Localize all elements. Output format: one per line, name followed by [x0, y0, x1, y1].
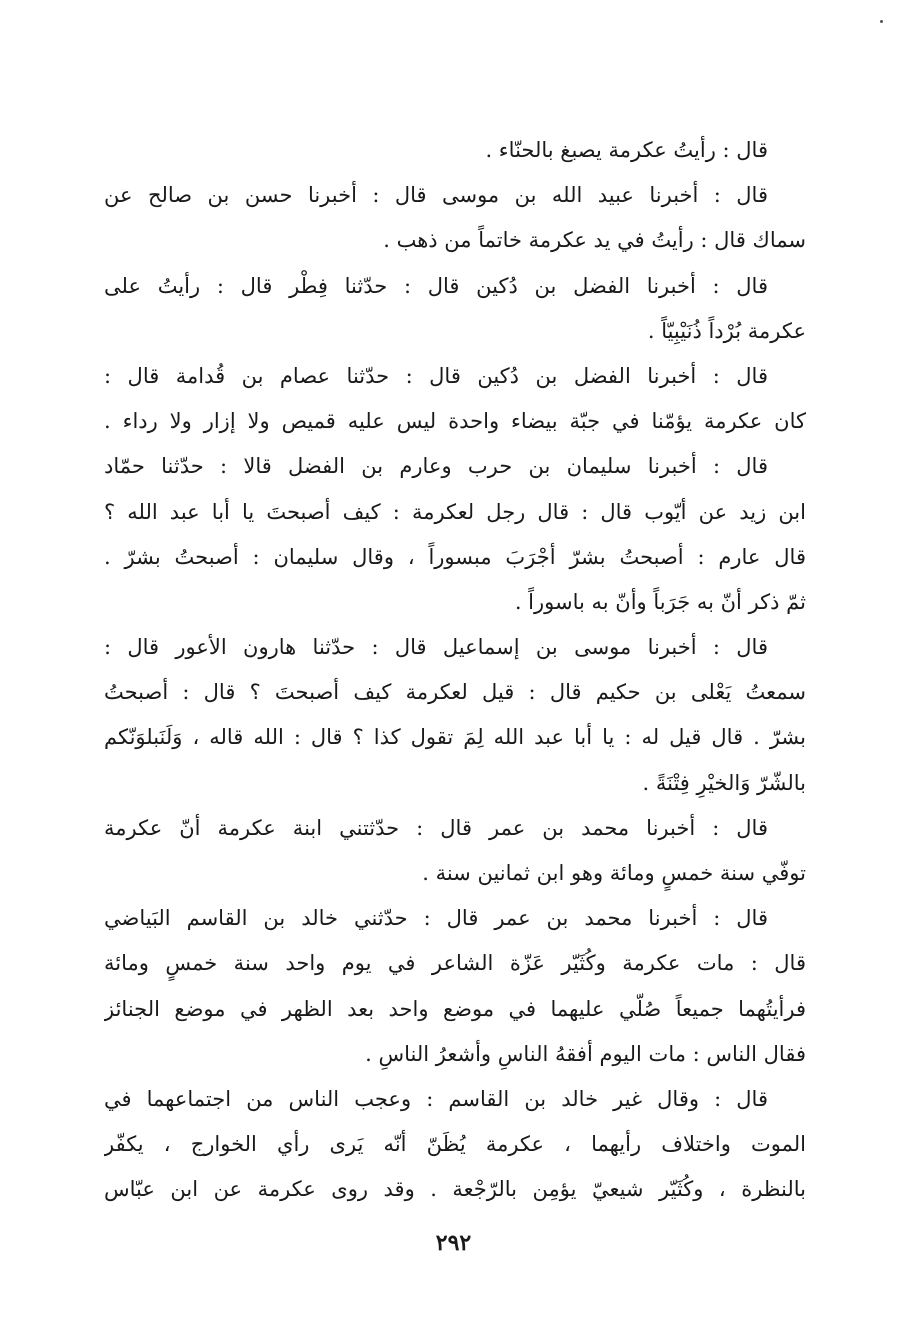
text-line: قال : أخبرنا محمد بن عمر قال : حدّثتني ابنة عكرمة أنّ عكرمة: [104, 815, 768, 840]
text-line: قال : أخبرنا الفضل بن دُكين قال : حدّثنا عصام بن قُدامة قال :: [104, 363, 768, 388]
text-line: بالشّرّ وَالخيْرِ فِتْنَةً .: [642, 770, 806, 795]
text-line: بالنظرة ، وكُثَيّر شيعيّ يؤمِن بالرّجْعة . وقد روى عكرمة عن ابن عبّاس: [104, 1177, 806, 1202]
text-line: فرأيتُهما جميعاً صُلّي عليهما في موضع واحد بعد الظهر في موضع الجنائز: [104, 996, 806, 1021]
text-line: ابن زيد عن أيّوب قال : قال رجل لعكرمة : كيف أصبحتَ يا أبا عبد الله ؟: [104, 499, 806, 524]
text-line: سمعتُ يَعْلى بن حكيم قال : قيل لعكرمة كيف أصبحتَ ؟ قال : أصبحتُ: [104, 680, 806, 705]
text-line: قال : أخبرنا عبيد الله بن موسى قال : أخبرنا حسن بن صالح عن: [104, 183, 768, 208]
text-line: قال : وقال غير خالد بن القاسم : وعجب الناس من اجتماعهما في: [104, 1086, 768, 1111]
text-line: الموت واختلاف رأيهما ، عكرمة يُظَنّ أنّه يَرى رأي الخوارج ، يكفّر: [104, 1132, 806, 1157]
text-line: قال : رأيتُ عكرمة يصبغ بالحنّاء .: [485, 138, 768, 162]
text-line: قال عارم : أصبحتُ بشرّ أجْرَبَ مبسوراً ، وقال سليمان : أصبحتُ بشرّ .: [104, 544, 806, 569]
text-line: قال : مات عكرمة وكُثَيّر عَزّة الشاعر في يوم واحد سنة خمسٍ ومائة: [104, 951, 806, 976]
text-line: قال : أخبرنا موسى بن إسماعيل قال : حدّثنا هارون الأعور قال :: [104, 635, 768, 660]
text-line: فقال الناس : مات اليوم أفقهُ الناسِ وأشعرُ الناسِ .: [365, 1041, 806, 1066]
text-line: بشرّ . قال قيل له : يا أبا عبد الله لِمَ تقول كذا ؟ قال : الله قاله ، وَلَنَبلوَنّكم: [104, 725, 806, 750]
scan-speck: [880, 20, 883, 23]
text-line: سماك قال : رأيتُ في يد عكرمة خاتماً من ذهب .: [383, 228, 806, 253]
text-line: كان عكرمة يؤمّنا في جبّة بيضاء واحدة ليس عليه قميص ولا إزار ولا رداء .: [104, 409, 806, 434]
page-number: ٢٩٢: [435, 1230, 472, 1256]
text-line: ثمّ ذكر أنّ به جَرَباً وأنّ به باسوراً .: [514, 589, 806, 614]
text-line: قال : أخبرنا سليمان بن حرب وعارم بن الفضل قالا : حدّثنا حمّاد: [104, 454, 768, 479]
text-line: قال : أخبرنا محمد بن عمر قال : حدّثني خالد بن القاسم البَياضي: [104, 906, 768, 931]
body-text: [104, 128, 806, 1213]
text-line: قال : أخبرنا الفضل بن دُكين قال : حدّثنا فِطْر قال : رأيتُ على: [104, 273, 768, 298]
text-line: توفّي سنة خمسٍ ومائة وهو ابن ثمانين سنة .: [422, 861, 806, 885]
text-line: عكرمة بُرْداً ذُنَيْبِيّاً .: [647, 318, 806, 343]
